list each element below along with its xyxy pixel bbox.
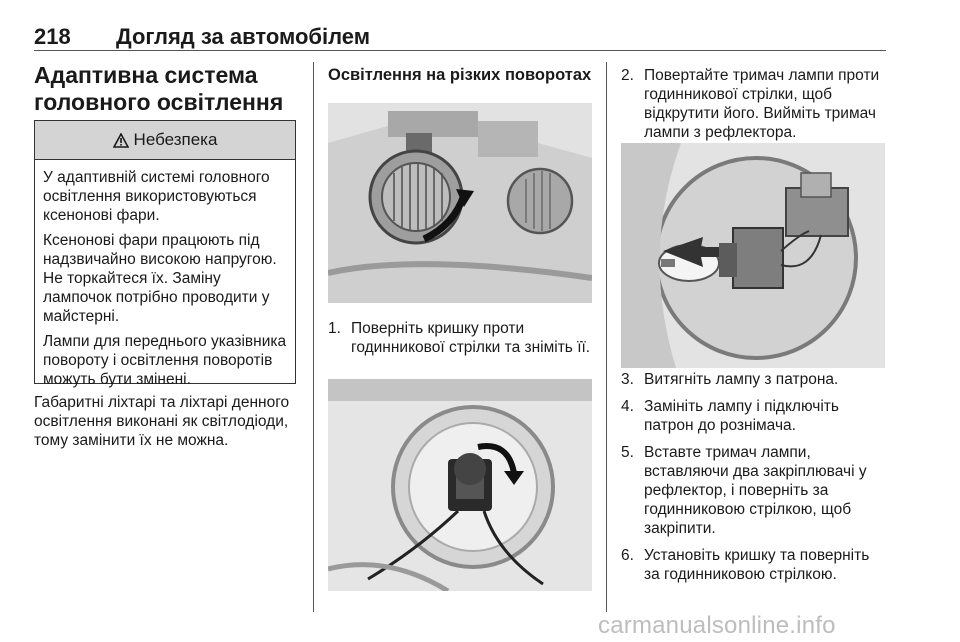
cornering-title: Освітлення на різких поворотах [328,66,592,84]
warning-header [35,121,295,160]
led-note: Габаритні ліхтарі та ліхтарі денного освітлення виконані як світлодіоди, тому замінити їх не можна. [34,394,290,449]
step-3 [621,370,885,389]
column-divider-2 [606,62,607,612]
section-title: Адаптивна система головного освітлення [34,62,284,115]
header-title: Догляд за автомобілем [116,24,371,49]
header-divider [34,50,886,51]
step-number: 5. [621,444,634,461]
watermark: carmanualsonline.info [598,612,836,639]
step-number: 1. [328,320,341,337]
warning-box [34,120,296,388]
warning-title: Небезпека [133,130,218,149]
warning-body [35,160,295,389]
step-text: Поверніть кришку проти годинникової стрілки та зніміть її. [351,320,591,356]
step-number: 3. [621,371,634,388]
step-text: Вставте тримач лампи, вставляючи два закріплювачі у рефлектор, і поверніть за годинниковою стрілкою, щоб закріпити. [644,444,867,537]
page-number: 218 [34,24,71,49]
step-number: 4. [621,398,634,415]
step-text: Повертайте тримач лампи проти годинникової стрілки, щоб відкрутити його. Вийміть тримач лампи з рефлектора. [644,67,880,141]
warning-paragraph: Лампи для переднього указівника повороту і освітлення поворотів можуть бути змінені. [43,333,287,388]
step-text: Установіть кришку та поверніть за годинниковою стрілкою. [644,547,870,583]
step-6 [621,546,885,584]
step-text: Замініть лампу і підключіть патрон до рознімача. [644,398,839,434]
step-number: 2. [621,67,634,84]
step-2 [621,66,885,142]
warning-triangle-icon [113,133,129,148]
step-5 [621,443,885,538]
steps-3-6 [621,370,885,584]
bulb-removal-illustration [621,143,885,368]
warning-paragraph: У адаптивній системі головного освітлення використовуються ксенонові фари. [43,169,270,224]
step-number: 6. [621,547,634,564]
bulb-holder-illustration [328,379,592,591]
step-1 [328,319,593,357]
warning-paragraph: Ксенонові фари працюють під надзвичайно високою напругою. Не торкайтеся їх. Заміну лампочок потрібно проводити у майстерні. [43,232,277,325]
page-header [34,24,886,50]
step-4 [621,397,885,435]
step-text: Витягніть лампу з патрона. [644,371,839,388]
column-divider-1 [313,62,314,612]
headlamp-cover-illustration [328,103,592,303]
